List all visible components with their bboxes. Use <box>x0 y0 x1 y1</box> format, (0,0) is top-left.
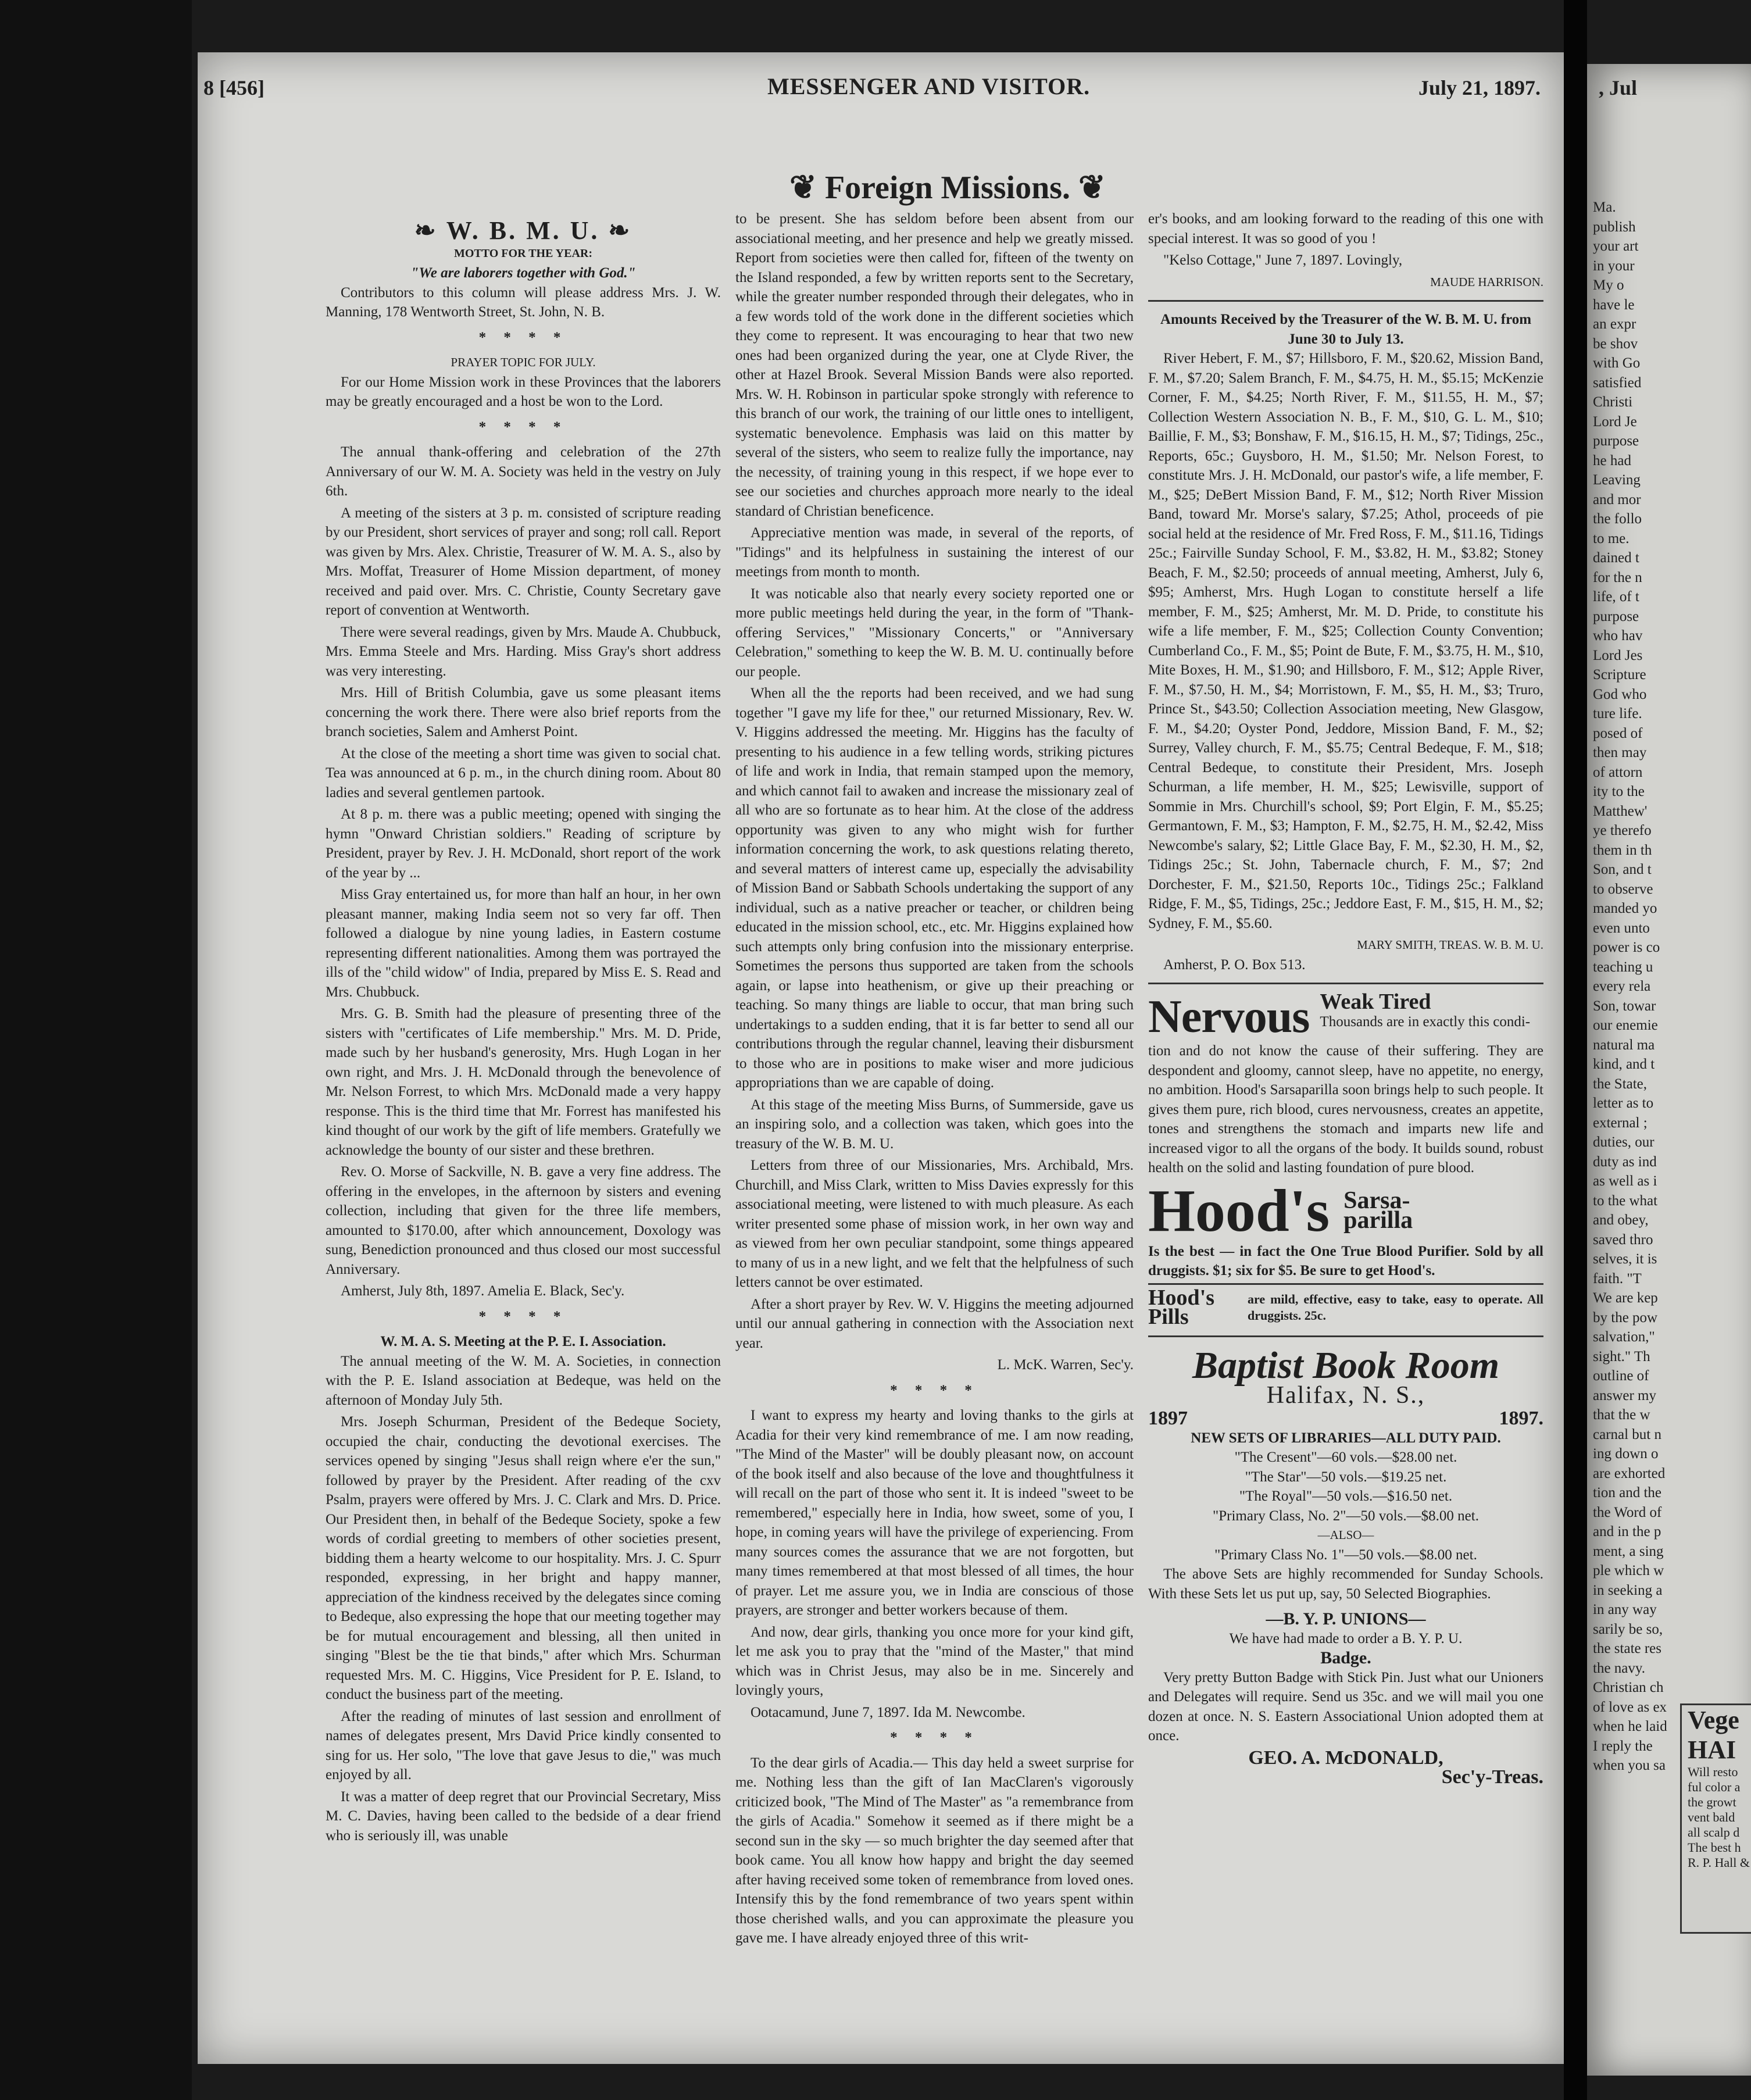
np-ad-line: ful color a <box>1688 1780 1741 1794</box>
stars-divider: * * * * <box>890 1382 979 1398</box>
paragraph: Appreciative mention was made, in several of the reports, of "Tidings" and its helpfulness in sustaining the interest of our meetings from month to month. <box>735 525 1134 580</box>
byp-line: We have had made to order a B. Y. P. U. <box>1229 1630 1463 1647</box>
np-ad-line: HAI <box>1688 1735 1736 1764</box>
next-page-line: ple which w <box>1593 1563 1664 1578</box>
next-page-line: posed of <box>1593 725 1643 741</box>
next-page-line: sight." Th <box>1593 1348 1650 1365</box>
ad-weak-tired: Weak Tired <box>1320 990 1431 1014</box>
next-page-line: carnal but n <box>1593 1426 1662 1442</box>
paragraph: To the dear girls of Acadia.— This day held a sweet surprise for me. Nothing less than the gift of Ian MacClaren's vigorously criticized book, "The Mind of The Master" as "a remembrance from the girls of Acadia." Somehow it seemed as if there might be a second sun in the sky — so much brighter the day seemed after that book came. You all know how happy and bright the day seemed after having received some token of remembrance from loved ones. Intensify this by the fond remembrance of two years spent within those cherished walls, and you can approximate the pleasure you gave me. I have already enjoyed three of this writ- <box>735 1755 1134 1946</box>
next-page-line: to me. <box>1593 530 1629 547</box>
column-2 <box>735 209 1134 1951</box>
byp-text: Very pretty Button Badge with Stick Pin. Just what our Unioners and Delegates will require. Send us 35c. and we will mail you one dozen at once. N. S. Eastern Associational Union adopted them at once. <box>1148 1669 1543 1744</box>
next-page-text <box>1593 198 1744 1776</box>
next-page-line: in your <box>1593 258 1635 274</box>
next-page-line: Son, towar <box>1593 998 1656 1014</box>
next-page-line: of attorn <box>1593 764 1643 780</box>
paragraph: After the reading of minutes of last session and enrollment of names of delegates present, Mrs David Price kindly consented to sing for us. Her solo, "The love that gave Jesus to die," was much enjoyed by all. <box>326 1708 721 1783</box>
next-page-line: Leaving <box>1593 472 1641 488</box>
next-page-line: of love as ex <box>1593 1699 1667 1715</box>
ad-parilla: parilla <box>1343 1206 1413 1234</box>
next-page-line: satisfied <box>1593 374 1642 391</box>
next-page-line: and in the p <box>1593 1524 1661 1540</box>
scan-margin <box>0 0 192 2100</box>
next-page-line: God who <box>1593 686 1647 702</box>
bbr-year-left: 1897 <box>1148 1408 1188 1429</box>
bbr-new-sets: NEW SETS OF LIBRARIES—ALL DUTY PAID. <box>1191 1430 1501 1446</box>
next-page-line: Ma. <box>1593 199 1616 215</box>
ornament-right-icon: ❦ <box>1070 170 1106 206</box>
next-page-line: ing down o <box>1593 1446 1659 1462</box>
next-page-line: teaching u <box>1593 959 1653 975</box>
baptist-book-room-ad <box>1148 1345 1543 1787</box>
next-page-line: answer my <box>1593 1387 1656 1403</box>
next-page-line: selves, it is <box>1593 1251 1657 1267</box>
next-page-line: your art <box>1593 238 1639 254</box>
bbr-also: —ALSO— <box>1317 1528 1374 1542</box>
next-page-line: to observe <box>1593 881 1653 897</box>
np-ad-line: vent bald <box>1688 1810 1735 1824</box>
prayer-topic: For our Home Mission work in these Provinces that the laborers may be greatly encouraged and a host be won to the Lord. <box>326 374 721 409</box>
page-gutter <box>1564 0 1587 2100</box>
ornament-left-icon: ❦ <box>789 170 825 206</box>
next-page-line: letter as to <box>1593 1095 1654 1111</box>
next-page-line: Matthew' <box>1593 803 1648 819</box>
next-page-line: as well as i <box>1593 1173 1657 1189</box>
next-page-line: be shov <box>1593 335 1638 352</box>
prayer-topic-heading: PRAYER TOPIC FOR JULY. <box>451 355 596 369</box>
wbmu-heading: ❧ W. B. M. U. ❧ <box>414 216 632 245</box>
next-page-line: that the w <box>1593 1407 1650 1423</box>
signature: MARY SMITH, TREAS. W. B. M. U. <box>1357 938 1543 952</box>
paragraph: At the close of the meeting a short time was given to social chat. Tea was announced at 6 p. m., in the church dining room. About 80 ladies and several gentlemen partook. <box>326 745 721 801</box>
paragraph: Rev. O. Morse of Sackville, N. B. gave a very fine address. The offering in the envelopes, in the afternoon by sisters and evening collection, including that given for the three life members, amounted to $170.00, after which announcement, Doxology was sung, Benediction pronounced and thus closed our most successful Anniversary. <box>326 1164 721 1277</box>
next-page-line: salvation," <box>1593 1329 1655 1345</box>
next-page-line: publish <box>1593 219 1636 235</box>
paragraph: At 8 p. m. there was a public meeting; opened with singing the hymn "Onward Christian soldiers." Reading of scripture by President, prayer by Rev. J. H. McDonald, short report of the work of the year by ... <box>326 806 721 881</box>
byp-heading: —B. Y. P. UNIONS— <box>1266 1609 1426 1628</box>
paragraph: Miss Gray entertained us, for more than half an hour, in her own pleasant manner, making India seem not so very far off. Then followed a dialogue by nine young ladies, in Eastern costume representing different nationalities. Among them was portrayed the ills of the "child widow" of India, prepared by Miss E. S. Read and Mrs. Chubbuck. <box>326 887 721 1000</box>
next-page-edge <box>1587 64 1751 2076</box>
ad-thousands: Thousands are in exactly this condi- <box>1320 1013 1531 1030</box>
next-page-line: external ; <box>1593 1115 1648 1131</box>
next-page-line: sarily be so, <box>1593 1621 1663 1637</box>
paragraph: "Kelso Cottage," June 7, 1897. Lovingly, <box>1163 252 1403 268</box>
ornament-icon: ❧ <box>414 216 446 245</box>
next-page-line: the State, <box>1593 1076 1648 1092</box>
next-page-line: faith. "T <box>1593 1270 1642 1287</box>
next-page-line: by the pow <box>1593 1309 1658 1326</box>
next-page-line: the Word of <box>1593 1504 1662 1520</box>
next-page-line: our enemie <box>1593 1017 1658 1033</box>
motto-text: "We are laborers together with God." <box>410 265 636 281</box>
bbr-note: The above Sets are highly recommended for Sunday Schools. With these Sets let us put up, say, 50 Selected Biographies. <box>1148 1566 1543 1602</box>
divider <box>1148 1335 1543 1337</box>
next-page-line: ye therefo <box>1593 823 1652 838</box>
amounts-heading: Amounts Received by the Treasurer of the W. B. M. U. from June 30 to July 13. <box>1160 312 1532 347</box>
paragraph: It was a matter of deep regret that our Provincial Secretary, Miss M. C. Davies, having been called to the bedside of a dear friend who is seriously ill, was unable <box>326 1788 721 1844</box>
next-page-line: power is co <box>1593 940 1660 955</box>
bbr-city: Halifax, N. S., <box>1266 1381 1425 1409</box>
bbr-line: "The Cresent"—60 vols.—$28.00 net. <box>1234 1449 1457 1465</box>
np-ad-line: the growt <box>1688 1795 1736 1809</box>
next-page-line: when he laid <box>1593 1719 1667 1734</box>
ad-hoods: Hood's <box>1148 1177 1330 1244</box>
next-page-line: every rela <box>1593 978 1651 994</box>
next-page-line: natural ma <box>1593 1037 1655 1053</box>
next-page-line: We are kep <box>1593 1290 1658 1306</box>
ad-pills: Hood's Pills <box>1148 1285 1215 1329</box>
paragraph: er's books, and am looking forward to the reading of this one with special interest. It was so good of you ! <box>1148 211 1543 247</box>
next-page-header: , Jul <box>1599 76 1638 99</box>
next-page-line: purpose <box>1593 608 1639 624</box>
masthead: MESSENGER AND VISITOR. <box>767 73 1091 99</box>
paragraph: A meeting of the sisters at 3 p. m. consisted of scripture reading by our President, short services of prayer and song; roll call. Report was given by Mrs. Alex. Christie, Treasurer of W. M. A. S., also by Mrs. Moffat, Treasurer of Home Mission department, of money received and paid over. Mrs. C. Christie, County Secretary gave report of convention at Wentworth. <box>326 505 721 618</box>
next-page-line: Christian ch <box>1593 1680 1664 1695</box>
next-page-line: I reply the <box>1593 1738 1653 1754</box>
paragraph: to be present. She has seldom before been absent from our associational meeting, and her presence and help we greatly missed. Report from societies were then called for, fifteen of the twenty on the Island responded, a few by written reports sent to the Secretary, while the greater number responded through their delegates, who in a few words told of the work done in the different societies which they come to represent. It was encouraging to hear that two new ones had been organized during the year, one at Clyde River, the other at Hazel Brook. Several Mission Bands were also reported. Mrs. W. H. Robinson in particular spoke strongly with reference to this branch of our work, the training of our little ones to intelligent, systematic benevolence. Emphasis was laid on this matter by several of the sisters, who seem to realize fully the importance, nay the necessity, of training young in this respect, if we hope ever to see our societies and churches approach more nearly to the ideal standard of Christian beneficence. <box>735 211 1134 519</box>
bbr-year-right: 1897. <box>1499 1408 1543 1429</box>
next-page-line: an expr <box>1593 316 1636 332</box>
bbr-title: Baptist Book Room <box>1192 1344 1500 1387</box>
next-page-line: kind, and t <box>1593 1056 1655 1072</box>
pei-heading: W. M. A. S. Meeting at the P. E. I. Association. <box>380 1334 666 1349</box>
next-page-line: dained t <box>1593 550 1639 566</box>
section-title-text: Foreign Missions. <box>824 170 1071 206</box>
paragraph: And now, dear girls, thanking you once more for your kind gift, let me ask you to pray that the "mind of the Master," that mind which was in Christ Jesus, may also be in me. Sincerely and lovingly yours, <box>735 1624 1134 1698</box>
np-ad-line: Will resto <box>1688 1765 1738 1779</box>
next-page-line: Son, and t <box>1593 862 1652 877</box>
paragraph: I want to express my hearty and loving thanks to the girls at Acadia for their very kind remembrance of me. I am now reading, "The Mind of the Master" will be doubly pleasant now, on account of the book itself and also because of the love and thoughtfulness it will recall on the part of those who sent it. It is indeed "sweet to be remembered," especially here in India, how sweet, some of you, I hope, in coming years will have the privilege of experiencing. From many sources comes the assurance that we are not forgotten, but many times remembered at that most blessed of all times, the hour of prayer. Let me assure you, we in India are conscious of those prayers, are stronger and better workers because of them. <box>735 1408 1134 1618</box>
ornament-icon: ❧ <box>599 216 632 245</box>
next-page-line: ture life. <box>1593 706 1642 722</box>
paragraph: There were several readings, given by Mrs. Maude A. Chubbuck, Mrs. Emma Steele and Mrs. Harding. Miss Gray's short address was very interesting. <box>326 624 721 679</box>
signature: Amherst, July 8th, 1897. Amelia E. Black, Sec'y. <box>341 1283 625 1299</box>
paragraph: Letters from three of our Missionaries, Mrs. Archibald, Mrs. Churchill, and Miss Clark, written to Miss Davies expressly for this associational meeting, were listened to with much pleasure. As each writer presented some phase of mission work, in her own way and as viewed from her own peculiar standpoint, some things appeared to many of us in a new light, and we felt that the helpfulness of such letters cannot be over estimated. <box>735 1158 1134 1290</box>
np-ad-line: R. P. Hall & <box>1688 1855 1750 1870</box>
address: Amherst, P. O. Box 513. <box>1163 956 1306 973</box>
next-page-line: saved thro <box>1593 1231 1653 1248</box>
next-page-line: he had <box>1593 452 1631 469</box>
next-page-line: ity to the <box>1593 784 1645 799</box>
next-page-line: in any way <box>1593 1602 1657 1617</box>
paragraph: Mrs. Joseph Schurman, President of the Bedeque Society, occupied the chair, conducting the devotional exercises. The services opened by singing "Jesus shall reign where e'er the sun," followed by prayer by the President. After reading of the cxv Psalm, prayers were offered by Mrs. J. C. Clark and Mrs. D. Price. Our President then, in behalf of the Bedeque Society, spoke a few words of cordial greeting to members of other societies present, bidding them a hearty welcome to our hospitality. Mrs. J. C. Spurr responded, expressing, in her bright and happy manner, appreciation of the kindness received by the delegates since coming to Bedeque, also expressing the hope that our meeting together may be for mutual encouragement and blessing, all then united in singing "Blest be the tie that binds," after which Mrs. Schurman requested Mrs. M. C. Higgins, Vice President for P. E. Island, to conduct the business part of the meeting. <box>326 1414 721 1702</box>
next-page-line: are exhorted <box>1593 1465 1666 1481</box>
bbr-line: "Primary Class, No. 2"—50 vols.—$8.00 net. <box>1213 1508 1479 1524</box>
next-page-line: in seeking a <box>1593 1582 1663 1598</box>
next-page-line: Scripture <box>1593 667 1646 683</box>
amounts-list: River Hebert, F. M., $7; Hillsboro, F. M., $20.62, Mission Band, F. M., $7.20; Salem Branch, F. M., $4.75, H. M., $5.15; McKenzie Corner, F. M., $4.25; North River, F. M., $11.55, H. M., $7; Collection Western Association N. B., F. M., $10, G. L. M., $10; Baillie, F. M., $3; Bonshaw, F. M., $16.15, H. M., $7; Tidings, 25c., Reports, 65c.; Guysboro, H. M., $1.50; Mr. Nelson Forest, to constitute Mrs. J. H. McDonald, our pastor's wife, a life member, F. M., $25; DeBert Mission Band, F. M., $12; North River Mission Band, toward Mr. Morse's salary, $7.25; Athol, proceeds of pie social held at the residence of Mr. Fred Ross, F. M., $11.16, Tidings 25c.; Fairville Sunday School, F. M., $3.82, H. M., $3.82; Stoney Beach, F. M., $2.50; proceeds of annual meeting, Amherst, July 6, $95; Amherst, Mrs. Hugh Logan to constitute herself a life member, F. M., $25; Amherst, Mr. M. D. Pride, to constitute his wife a life member, F. M., $25; Collection County Convention; Cumberland Co., F. M., $5; Point de Bute, F. M., $3.75, H. M., $10, Mite Boxes, H. M., $1.90; and Hillsboro, F. M., $12; Apple River, F. M., $7.50, H. M., $4; Morristown, F. M., $5, H. M., $3; Truro, Prince St., $43.50; Collection Association meeting, New Glasgow, F. M., $4.20; Oyster Pond, Jeddore, Mission Band, F. M., $2; Surrey, Valley church, F. M., $5.75; Central Bedeque, F. M., $18; Central Bedeque, to constitute their President, Mrs. Joseph Schurman, a life member, H. M., $25; Lewisville, support of Sommie in Mrs. Churchill's school, $9; Port Elgin, F. M., $5.25; Germantown, F. M., $3; Hampton, F. M., $2.75, H. M., $2.42, Miss Newcombe's salary, $2; Little Glace Bay, F. M., $2.30, H. M., $2, Tidings 25c.; St. John, Tabernacle church, F. M., $7; 2nd Dorchester, F. M., $21.50, Reports 10c., Tidings 25c.; Falkland Ridge, F. M., $5, Tidings, 25c.; Jeddore East, F. M., $15, H. M., $2; Sydney, F. M., $5.60. <box>1148 351 1543 931</box>
next-page-line: outline of <box>1593 1368 1649 1384</box>
signature: MAUDE HARRISON. <box>1430 274 1543 289</box>
ad-sarsa: Sarsa- <box>1343 1187 1410 1214</box>
issue-date: July 21, 1897. <box>1418 76 1541 99</box>
next-page-line: the navy. <box>1593 1660 1646 1676</box>
next-page-ad <box>1680 1703 1751 1934</box>
next-page-line: who hav <box>1593 628 1643 644</box>
next-page-line: them in th <box>1593 842 1652 858</box>
np-ad-line: all scalp d <box>1688 1825 1740 1840</box>
next-page-line: the follo <box>1593 511 1642 527</box>
ad-best: Is the best — in fact the One True Blood Purifier. Sold by all druggists. $1; six for $5. Be sure to get Hood's. <box>1148 1243 1543 1278</box>
next-page-line: have le <box>1593 297 1635 313</box>
bbr-line: "Primary Class No. 1"—50 vols.—$8.00 net. <box>1214 1547 1477 1563</box>
page-number: 8 [456] <box>203 76 265 99</box>
paragraph: When all the the reports had been received, and we had sung together "I gave my life for thee," our returned Missionary, Rev. W. V. Higgins addressed the meeting. Mr. Higgins has the faculty of presenting to his audience in a few telling words, striking pictures of life and work in India, that remain stamped upon the memory, and which cannot fail to awaken and increase the missionary zeal of all who are so fortunate as to hear him. At the close of the address opportunity was given to any who might wish for further information concerning the work, to ask questions relating thereto, and several matters of interest came up, especially the advisability of Mission Band or Sabbath Schools undertaking the support of any individual, such as a native preacher or teacher, or children being educated in the mission school, etc., etc. Mr. Higgins explained how such attempts only bring confusion into the missionary enterprise. Sometimes the persons thus supported are taken from the schools again, or lapse into heathenism, or give up their preaching or teaching. So many things are liable to occur, that man bring such undertakings to a sudden ending, that it is far better to send all our contributions through the regular channel, leaving their disbursment to those who are in positions to make wiser and more judicious appropriations than we are capable of doing. <box>735 685 1134 1091</box>
paragraph: After a short prayer by Rev. W. V. Higgins the meeting adjourned until our annual gathering in connection with the Association next year. <box>735 1296 1134 1351</box>
motto-label: MOTTO FOR THE YEAR: <box>454 247 592 260</box>
bbr-line: "The Star"—50 vols.—$19.25 net. <box>1245 1469 1447 1485</box>
ad-pills-text: are mild, effective, easy to take, easy to operate. All druggists. 25c. <box>1248 1292 1543 1323</box>
stars-divider: * * * * <box>478 419 568 435</box>
paragraph: The annual thank-offering and celebration of the 27th Anniversary of our W. M. A. Society was held in the vestry on July 6th. <box>326 444 721 499</box>
next-page-line: purpose <box>1593 433 1639 449</box>
next-page-line: and mor <box>1593 491 1641 508</box>
next-page-line: Lord Jes <box>1593 647 1643 663</box>
bbr-line: "The Royal"—50 vols.—$16.50 net. <box>1239 1488 1453 1504</box>
np-ad-line: Vege <box>1688 1706 1739 1734</box>
next-page-line: and obey, <box>1593 1212 1649 1228</box>
next-page-line: duties, our <box>1593 1134 1654 1150</box>
next-page-line: to the what <box>1593 1192 1658 1209</box>
byp-badge: Badge. <box>1320 1648 1371 1667</box>
ad-body: tion and do not know the cause of their suffering. They are despondent and gloomy, cannot sleep, have no appetite, no energy, no ambition. Hood's Sarsaparilla soon brings help to such people. It gives them pure, rich blood, cures nervousness, creates an appetite, tones and strengthens the stomach and imparts new life and increased vigor to all the organs of the body. It builds sound, robust health on the solid and lasting foundation of pure blood. <box>1148 1043 1543 1176</box>
next-page-line: Lord Je <box>1593 413 1637 430</box>
next-page-line: when you sa <box>1593 1758 1666 1773</box>
divider <box>1148 300 1543 302</box>
paragraph: Mrs. G. B. Smith had the pleasure of presenting three of the sisters with "certificates of Life membership." Mrs. M. D. Pride, made such by her husband's generosity, Mrs. Hugh Logan in her own right, and Mrs. J. H. McDonald through the benevolence of Mr. Nelson Forrest, to which Mrs. McDonald made a very happy response. This is the third time that Mr. Forrest has manifested his kind thought of our work by the gift of life members. Gratefully we acknowledge the bounty of our sister and these brethren. <box>326 1006 721 1158</box>
paragraph: The annual meeting of the W. M. A. Societies, in connection with the P. E. Island association at Bedeque, was held on the afternoon of Monday July 5th. <box>326 1353 721 1408</box>
column-3 <box>1148 209 1543 1787</box>
next-page-line: even unto <box>1593 920 1650 936</box>
contributors-note: Contributors to this column will please address Mrs. J. W. Manning, 178 Wentworth Street, St. John, N. B. <box>326 284 721 320</box>
np-ad-line: The best h <box>1688 1840 1741 1855</box>
signature: Ootacamund, June 7, 1897. Ida M. Newcombe. <box>751 1704 1025 1720</box>
signature: L. McK. Warren, Sec'y. <box>997 1357 1134 1373</box>
hoods-ad <box>1148 992 1543 1327</box>
column-1 <box>326 209 721 1848</box>
next-page-line: My o <box>1593 277 1624 293</box>
next-page-line: manded yo <box>1593 901 1657 916</box>
next-page-line: ment, a sing <box>1593 1543 1664 1559</box>
next-page-line: then may <box>1593 745 1647 760</box>
stars-divider: * * * * <box>478 1308 568 1324</box>
bbr-role: Sec'y-Treas. <box>1441 1766 1543 1788</box>
stars-divider: * * * * <box>890 1730 979 1745</box>
paragraph: It was noticable also that nearly every society reported one or more public meetings held during the year, in the form of "Thank-offering Services," "Missionary Concerts," or "Anniversary Celebration," something to keep the W. B. M. U. continually before our people. <box>735 585 1134 680</box>
bbr-name: GEO. A. McDONALD, <box>1248 1747 1443 1769</box>
divider <box>1148 983 1543 984</box>
next-page-line: for the n <box>1593 569 1642 585</box>
next-page-line: duty as ind <box>1593 1153 1657 1170</box>
paragraph: At this stage of the meeting Miss Burns, of Summerside, gave us an inspiring solo, and a collection was taken, which goes into the treasury of the W. B. M. U. <box>735 1097 1134 1152</box>
next-page-line: with Go <box>1593 355 1641 371</box>
ad-nervous: Nervous <box>1148 991 1310 1042</box>
next-page-line: tion and the <box>1593 1485 1662 1501</box>
stars-divider: * * * * <box>478 329 568 345</box>
next-page-line: the state res <box>1593 1641 1662 1656</box>
next-page-line: life, of t <box>1593 589 1639 605</box>
paragraph: Mrs. Hill of British Columbia, gave us some pleasant items concerning the work there. There were also brief reports from the branch societies, Salem and Amherst Point. <box>326 685 721 740</box>
section-title <box>721 169 1174 206</box>
next-page-line: Christi <box>1593 394 1633 410</box>
